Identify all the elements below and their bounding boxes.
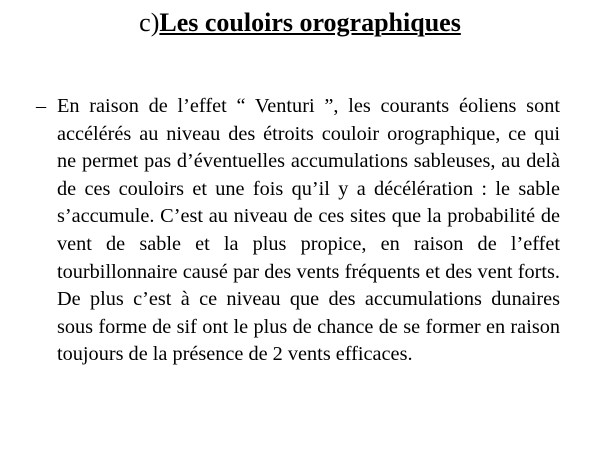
- bullet-dash: –: [36, 95, 47, 117]
- title-text: Les couloirs orographiques: [159, 8, 461, 37]
- slide-title: [0, 6, 600, 40]
- bullet-list: [36, 93, 560, 369]
- paragraph-text: En raison de l’effet “ Venturi ”, les courants éoliens sont accélérés au niveau des étroits couloir orographique, ce qui ne permet pas d’éventuelles accumulations sableuses, au delà de ces couloirs et une fois qu’il y a décélération : le sable s’accumule. C’est au niveau de ces sites que la probabilité de vent de sable et la plus propice, en raison de l’effet tourbillonnaire causé par des vents fréquents et des vent forts. De plus c’est à ce niveau que des accumulations dunaires sous forme de sif ont le plus de chance de se former en raison toujours de la présence de 2 vents efficaces.: [57, 95, 560, 366]
- bullet-item: [36, 93, 560, 369]
- title-prefix: c): [139, 8, 160, 37]
